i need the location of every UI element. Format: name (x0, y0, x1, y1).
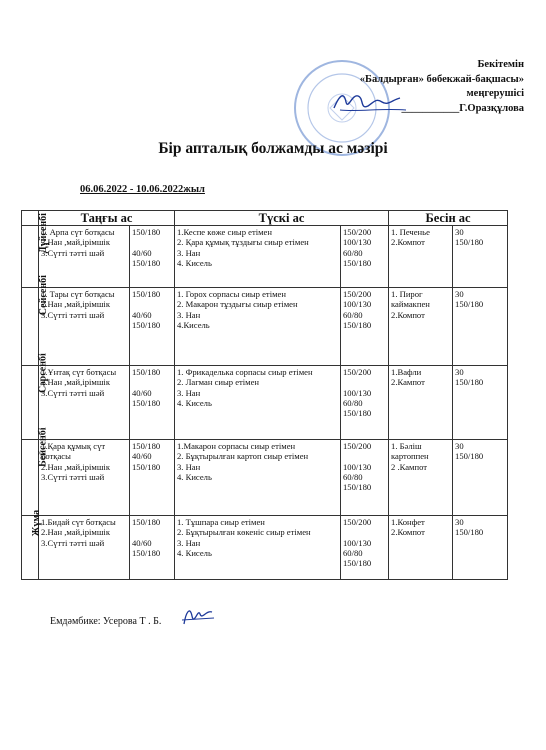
portion-value: 150/180 (455, 237, 484, 248)
portion-value: 40/60 (132, 309, 152, 320)
portion-value: 150/180 (132, 227, 161, 237)
table-row (22, 366, 508, 440)
portion-value: 100/130 (343, 237, 372, 248)
portion-value: 30 (455, 227, 464, 237)
portion-value: 60/80 (343, 471, 363, 482)
portion-value (132, 237, 172, 247)
portion-value: 150/200 (343, 227, 372, 237)
portion-value: 150/180 (455, 377, 484, 388)
breakfast-items-cell (39, 440, 130, 516)
portion-value: 150/200 (343, 367, 372, 377)
breakfast-item: 1.Ұнтақ сүт ботқасы (41, 367, 117, 377)
table-row (22, 516, 508, 580)
snack-item: 2.Компот (391, 309, 425, 320)
breakfast-item: 3.Сүтті тәтті шәй (41, 471, 105, 482)
breakfast-item: 3.Сүтті тәтті шәй (41, 309, 105, 320)
snack-item: 1. Печенье (391, 227, 430, 237)
header-lunch: Түскі ас (175, 211, 389, 226)
breakfast-items-cell (39, 226, 130, 288)
portion-value: 150/180 (455, 451, 484, 462)
header-day-blank (22, 211, 39, 226)
lunch-item: 1. Фрикаделька сорпасы сиыр етімен (177, 367, 313, 377)
portion-value: 150/200 (343, 517, 372, 527)
lunch-items-cell (175, 440, 341, 516)
snack-item: 1. Пирог каймакпен (391, 289, 430, 310)
snack-items-cell (389, 226, 453, 288)
approval-block (294, 58, 524, 116)
header-snack: Бесін ас (389, 211, 508, 226)
portion-value: 150/180 (132, 517, 161, 527)
lunch-items-cell (175, 366, 341, 440)
snack-item: 2 .Кампот (391, 461, 428, 472)
portion-value: 100/130 (343, 461, 372, 472)
lunch-item: 2. Макарон тұздығы сиыр етімен (177, 299, 298, 310)
snack-portions-cell (453, 516, 508, 580)
lunch-item: 3. Нан (177, 537, 201, 548)
portion-value: 150/180 (343, 558, 372, 569)
portion-value: 150/180 (132, 461, 161, 472)
breakfast-items-cell (39, 366, 130, 440)
portion-value (132, 527, 172, 537)
portion-value: 150/180 (132, 257, 161, 268)
breakfast-items-cell (39, 288, 130, 366)
date-range: 06.06.2022 - 10.06.2022жыл (80, 184, 205, 195)
day-cell (22, 509, 43, 580)
portion-value: 150/180 (455, 299, 484, 310)
day-name: Бейсенбі (37, 427, 49, 467)
lunch-portions-cell (341, 288, 389, 366)
portion-value: 100/130 (343, 387, 372, 398)
snack-item: 2.Компот (391, 527, 425, 538)
portion-value (343, 377, 386, 387)
lunch-item: 1.Кеспе көже сиыр етімен (177, 227, 272, 237)
lunch-portions-cell (341, 516, 389, 580)
portion-value: 150/180 (343, 482, 372, 493)
portion-value: 150/180 (132, 289, 161, 299)
lunch-item: 2. Бұқтырылған көкеніс сиыр етімен (177, 527, 311, 538)
portion-value: 150/180 (343, 257, 372, 268)
portion-value: 150/180 (132, 441, 161, 451)
day-cell (22, 275, 49, 366)
snack-items-cell (389, 440, 453, 516)
breakfast-item: 2.Нан ,май,ірімшік (41, 527, 110, 538)
day-cell (22, 353, 49, 440)
breakfast-portions-cell (130, 226, 175, 288)
day-name: Сейсенбі (37, 275, 49, 316)
portion-value (132, 299, 172, 309)
page-title: Бір апталық болжамды ас мәзірі (158, 140, 388, 157)
snack-item: 1. Бәліш картоппен (391, 441, 429, 462)
lunch-item: 4.Кисель (177, 319, 210, 330)
snack-items-cell (389, 516, 453, 580)
dietitian-signature-icon (178, 602, 218, 632)
lunch-items-cell (175, 516, 341, 580)
portion-value: 30 (455, 441, 464, 451)
snack-portions-cell (453, 440, 508, 516)
portion-value: 150/180 (343, 408, 372, 419)
approval-line-1: Бекітемін (477, 59, 524, 70)
day-cell (22, 213, 49, 288)
breakfast-portions-cell (130, 288, 175, 366)
lunch-item: 3. Нан (177, 247, 201, 258)
breakfast-item: 2.Нан ,май,ірімшік (41, 461, 110, 472)
portion-value: 30 (455, 367, 464, 377)
portion-value (343, 527, 386, 537)
breakfast-item: 2.Нан ,май,ірімшік (41, 299, 110, 310)
portion-value (343, 451, 386, 461)
portion-value: 40/60 (132, 247, 152, 258)
approval-line-4: ___________Г.Оразқұлова (401, 102, 524, 114)
portion-value: 60/80 (343, 547, 363, 558)
snack-items-cell (389, 366, 453, 440)
weekly-menu-table (21, 210, 508, 580)
table-row (22, 440, 508, 516)
portion-value: 40/60 (132, 451, 152, 462)
snack-items-cell (389, 288, 453, 366)
dietitian-footer: Емдәмбике: Усерова Т . Б. (50, 616, 162, 627)
snack-item: 1.Конфет (391, 517, 425, 527)
portion-value: 150/180 (343, 319, 372, 330)
table-header-row (22, 211, 508, 226)
snack-portions-cell (453, 226, 508, 288)
lunch-item: 2. Бұқтырылған картоп сиыр етімен (177, 451, 309, 462)
breakfast-item: 1. Арпа сүт ботқасы (41, 227, 115, 237)
breakfast-portions-cell (130, 440, 175, 516)
snack-item: 2.Кампот (391, 377, 425, 388)
snack-item: 1.Вафли (391, 367, 422, 377)
portion-value (132, 377, 172, 387)
lunch-item: 4. Кисель (177, 471, 212, 482)
lunch-item: 3. Нан (177, 461, 201, 472)
breakfast-portions-cell (130, 366, 175, 440)
lunch-item: 2. Лагман сиыр етімен (177, 377, 260, 388)
portion-value: 150/180 (132, 319, 161, 330)
lunch-portions-cell (341, 226, 389, 288)
portion-value: 150/200 (343, 289, 372, 299)
portion-value: 60/80 (343, 397, 363, 408)
approval-line-3: меңгерушісі (466, 88, 524, 99)
header-breakfast: Таңғы ас (39, 211, 175, 226)
portion-value: 40/60 (132, 537, 152, 548)
lunch-item: 3. Нан (177, 387, 201, 398)
portion-value: 150/180 (132, 367, 161, 377)
snack-item: 2.Компот (391, 237, 425, 248)
lunch-item: 1.Макарон сорпасы сиыр етімен (177, 441, 296, 451)
portion-value: 100/130 (343, 537, 372, 548)
lunch-item: 4. Кисель (177, 257, 212, 268)
portion-value: 150/180 (132, 397, 161, 408)
breakfast-item: 3.Сүтті тәтті шәй (41, 387, 105, 398)
day-name: Дүйсенбі (37, 213, 49, 254)
snack-portions-cell (453, 288, 508, 366)
approval-line-2: «Балдырған» бөбекжай-бақшасы» (359, 73, 524, 85)
breakfast-portions-cell (130, 516, 175, 580)
day-cell (22, 427, 49, 516)
portion-value: 150/200 (343, 441, 372, 451)
lunch-item: 4. Кисель (177, 397, 212, 408)
portion-value: 60/80 (343, 247, 363, 258)
portion-value: 60/80 (343, 309, 363, 320)
lunch-item: 3. Нан (177, 309, 201, 320)
portion-value: 30 (455, 517, 464, 527)
portion-value: 30 (455, 289, 464, 299)
breakfast-item: 2.Нан ,май,ірімшік (41, 377, 110, 388)
breakfast-item: 1.Бидай сүт ботқасы (41, 517, 116, 527)
breakfast-item: 3.Сүтті тәтті шәй (41, 537, 105, 548)
lunch-item: 2. Қара құмық тұздығы сиыр етімен (177, 237, 309, 248)
lunch-items-cell (175, 226, 341, 288)
breakfast-item: 1. Тары сүт ботқасы (41, 289, 115, 299)
portion-value: 150/180 (455, 527, 484, 538)
portion-value: 150/180 (132, 547, 161, 558)
table-row (22, 288, 508, 366)
table-row (22, 226, 508, 288)
breakfast-item: 3.Сүтті тәтті шәй (41, 247, 105, 258)
lunch-item: 4. Кисель (177, 547, 212, 558)
lunch-portions-cell (341, 366, 389, 440)
lunch-item: 1. Горох сорпасы сиыр етімен (177, 289, 286, 299)
breakfast-item: 1.Қара құмық сүт ботқасы (41, 441, 106, 462)
snack-portions-cell (453, 366, 508, 440)
lunch-portions-cell (341, 440, 389, 516)
day-name: Сәрсенбі (37, 353, 49, 394)
lunch-item: 1. Тұшпара сиыр етімен (177, 517, 265, 527)
breakfast-items-cell (39, 516, 130, 580)
portion-value: 40/60 (132, 387, 152, 398)
portion-value: 100/130 (343, 299, 372, 310)
day-name: Жұма (31, 509, 43, 537)
breakfast-item: 2.Нан ,май,ірімшік (41, 237, 110, 248)
lunch-items-cell (175, 288, 341, 366)
